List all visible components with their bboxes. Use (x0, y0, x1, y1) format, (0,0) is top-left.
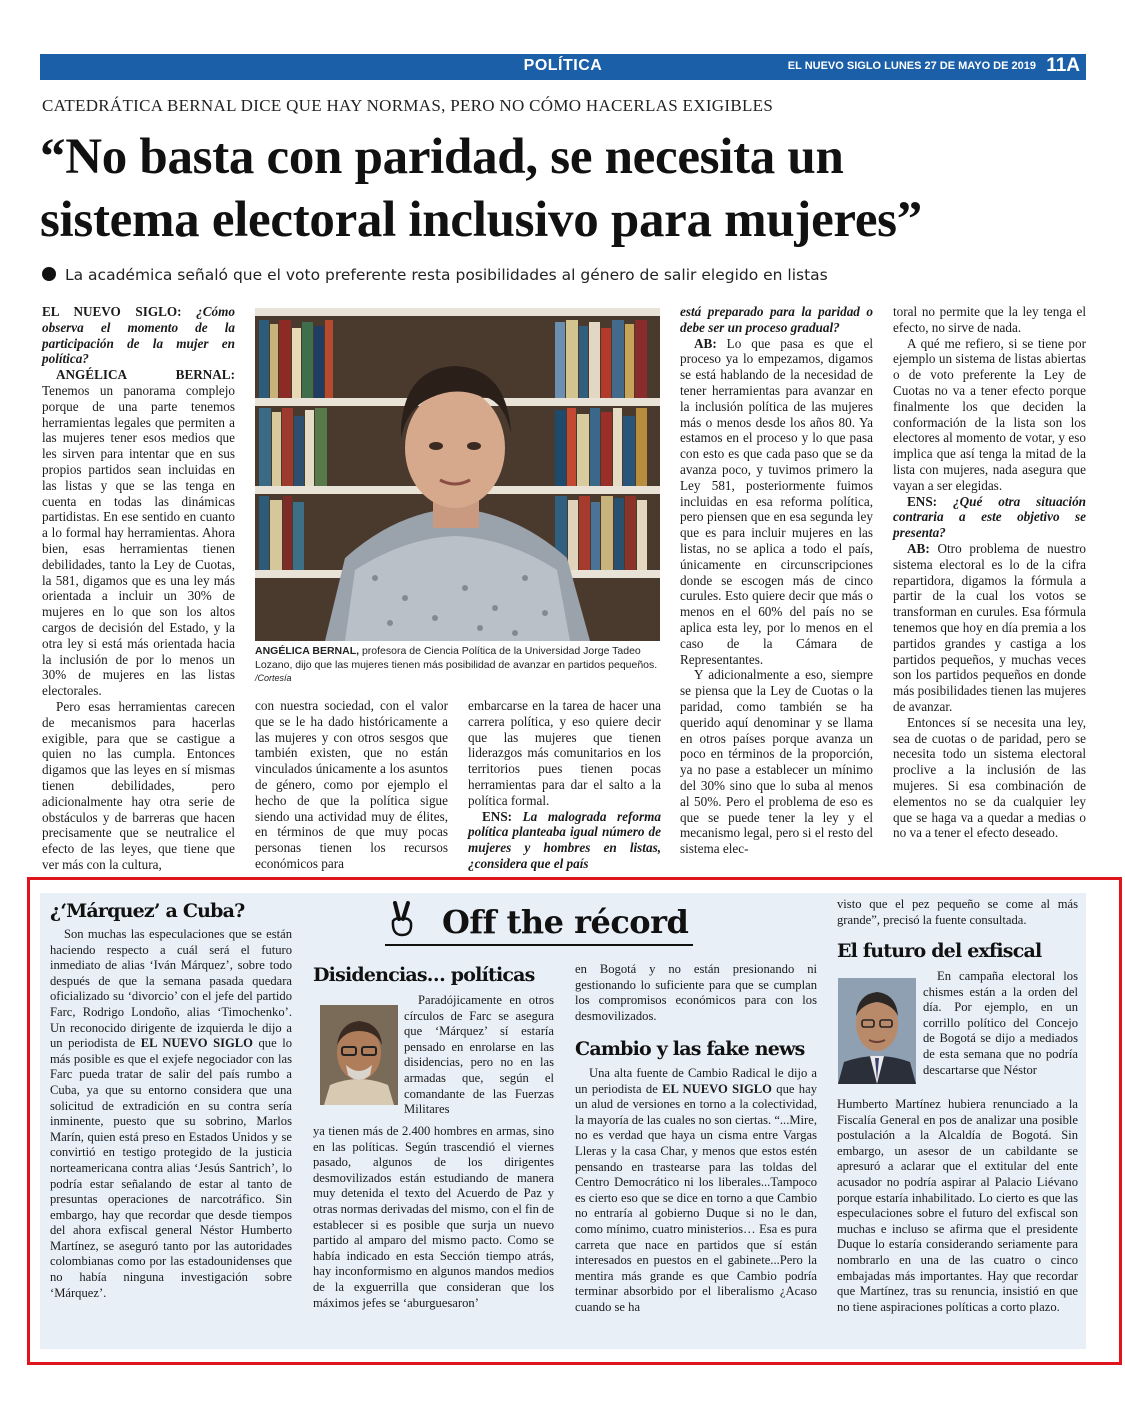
interview-question: EL NUEVO SIGLO: ¿Cómo observa el momento de la participación de la mujer en política? (42, 304, 235, 367)
paragraph: toral no permite que la ley tenga el efecto, no sirve de nada. (893, 304, 1086, 335)
photo-caption: ANGÉLICA BERNAL, profesora de Ciencia Política de la Universidad Jorge Tadeo Lozano, dijo que las mujeres tienen más posibilidad de avanzar en partidos pequeños. /Cortesía (255, 645, 658, 683)
brief-text: ya tienen más de 2.400 hombres en armas, sino en las políticas. Según trascendió el viernes pasado, algunos de los dirigentes desmovilizados están estudiando de manera muy detenida el texto del Acuerdo de Paz y otras normas derivadas del mismo, con el fin de establecer si es posible que surja un nuevo partido al amparo del mismo pacto. Como se había indicado en esta Sección tiempo atrás, hay inconformismo en algunos mandos medios de la exguerrilla que consideran que los máximos jefes se ‘aburguesaron’ (313, 1124, 554, 1310)
brief-text: en Bogotá y no están presionando ni gestionando lo suficiente para que se cumplan los compromisos económicos para con los desmovilizados. (575, 962, 817, 1023)
brief-heading: ¿‘Márquez’ a Cuba? (50, 900, 245, 922)
paragraph: A qué me refiero, si se tiene por ejemplo un sistema de listas abiertas o de voto preferente la Ley de Cuotas no va a tener efecto porque finalmente los que deciden la conformación de la lista son los electores al momento de votar, y eso implica que así tenga la mitad de la lista con mujeres, nada asegura que vayan a ser elegidas. (893, 335, 1086, 493)
section-header-bar (40, 54, 1086, 80)
paragraph: con nuestra sociedad, con el valor que se le ha dado históricamente a las mujeres y con otros sesgos que también existen, que no están vinculados únicamente a los asuntos de género, como por ejemplo el hecho de que la política sigue siendo una actividad muy de élites, en términos de que muy pocas personas tienen los recursos económicos para (255, 698, 448, 871)
section-name: POLÍTICA (523, 57, 603, 74)
newspaper-dateline: EL NUEVO SIGLO LUNES 27 DE MAYO DE 2019 (787, 60, 1036, 72)
paragraph: Entonces sí se necesita una ley, sea de cuotas o de paridad, pero se necesita todo un sistema electoral proclive a la inclusión de las mujeres. Si esa combinación de elementos no se da cualquier ley que se haga va a quedar a medias o no va a tener el efecto deseado. (893, 714, 1086, 841)
page-number: 11A (1046, 55, 1080, 76)
brief-text: Son muchas las especulaciones que se están haciendo respecto a cuál será el futuro inmediato de alias ‘Iván Márquez’, sobre todo después de que la semana pasada quedara oficializado su ‘divorcio’ con el jefe del partido Farc, Rodrigo Londoño, alias ‘Timochenko’. Un reconocido dirigente de izquierda le dijo a un periodista de EL NUEVO SIGLO que lo más posible es que el exjefe negociador con las Farc pueda tratar de salir del país rumbo a Cuba, ya que su entorno considera que una solicitud de extradición en su contra sería inminente, puesto que su sobrino, Marlos Marín, quien está preso en Estados Unidos y se convirtió en testigo protegido de la justicia norteamericana contra alias ‘Jesús Santrich’, lo podría estar señalando de estar al tanto de presuntas operaciones de narcotráfico. Sin embargo, hay que recordar que desde tiempos del ahora exfiscal general Néstor Humberto Martínez, se aseguró tanto por las autoridades colombianas como por las estadounidenses que no había ninguna investigación sobre ‘Márquez’. (50, 927, 292, 1300)
article-subhead: La académica señaló que el voto preferente resta posibilidades al género de salir elegido en listas (42, 266, 828, 284)
article-column-5 (893, 304, 1086, 841)
brief-text: En campaña electoral los chismes están a la orden del día. Por ejemplo, en un corrillo político del Concejo de Bogotá se dijo a mediados de esta semana que no podría descartarse que Néstor (923, 969, 1078, 1077)
brief-text: visto que el pez pequeño se come al más grande”, precisó la fuente consultada. (837, 897, 1078, 927)
bullet-icon (42, 267, 56, 281)
article-headline: “No basta con paridad, se necesita un sistema electoral inclusivo para mujeres” (40, 129, 922, 248)
article-kicker: CATEDRÁTICA BERNAL DICE QUE HAY NORMAS, PERO NO CÓMO HACERLAS EXIGIBLES (42, 96, 774, 115)
brief-text: Humberto Martínez hubiera renunciado a la Fiscalía General en pos de analizar una posible postulación a la Alcaldía de Bogotá. Sin embargo, un asesor de un cabildante se apresuró a aclarar que el extitular del ente acusador no podría aspirar al Palacio Liévano porque estaría inhabilitado. Lo cierto es que las especulaciones sobre el futuro del exfiscal son muchas e incluso se afirma que el presidente Duque lo estaría considerando seriamente para nombrarlo en una de las cuatro o cinco embajadas más importantes. Hay que recordar que Martínez, tras su renuncia, insistió en que no tiene aspiraciones políticas a corto plazo. (837, 1097, 1078, 1314)
article-column-4 (680, 304, 873, 857)
bookshelf-portrait-image (255, 308, 660, 641)
exfiscal-photo (838, 978, 916, 1084)
brief-heading: El futuro del exfiscal (837, 940, 1042, 962)
title-rule (385, 944, 693, 946)
interview-question: ENS: La malograda reforma política planteaba igual número de mujeres y hombres en listas, ¿considera que el país (468, 808, 661, 871)
brief-column-4b (923, 969, 1078, 1078)
interview-answer: AB: Otro problema de nuestro sistema electoral es lo de la cifra repartidora, digamos la fórmula a partir de la cual los votos se transforman en curules. Esa fórmula tenemos que hoy en día premia a los partidos grandes y castiga a los partidos pequeños, y muchas veces son los partidos pequeños en donde más posibilidades tienen las mujeres de avanzar. (893, 540, 1087, 714)
interview-question: ENS: ¿Qué otra situación contraria a este objetivo se presenta? (893, 493, 1087, 541)
interview-answer: AB: Lo que pasa es que el proceso ya lo empezamos, digamos se está hablando de la necesidad de tener herramientas para avanzar en la inclusión política de las mujeres más o menos desde los años 80. Ya estamos en el proceso y lo que pasa con esto es que cada paso que se da avanza poco, y tuvimos primero la Ley 581, posteriormente fuimos incluidas en esa reforma política, pero piensen que en esa segunda ley que es para incluir mujeres en las listas, no se aplica a todo el país, únicamente en circunscripciones donde se escogen más de cinco curules. Esto quiere decir que más o menos en el 60% del país no se aplica esta ley, por lo menos en el caso de la Cámara de Representantes. (680, 335, 873, 667)
portrait-thumbnail (320, 1005, 398, 1105)
marquez-photo (320, 1005, 398, 1105)
off-the-record-title: Off the récord (442, 903, 689, 941)
brief-column-4c (837, 1097, 1078, 1315)
article-column-2 (255, 698, 448, 872)
interview-question: está preparado para la paridad o debe ser un proceso gradual? (680, 304, 873, 335)
brief-column-4a (837, 897, 1078, 928)
portrait-thumbnail (838, 978, 916, 1084)
brief-column-2b (313, 1124, 554, 1311)
brief-heading: Cambio y las fake news (575, 1038, 805, 1060)
article-column-1 (42, 304, 235, 873)
article-column-3 (468, 698, 661, 872)
brief-column-3b (575, 1066, 817, 1316)
brief-column-1 (50, 927, 292, 1301)
interview-answer: ANGÉLICA BERNAL: Tenemos un panorama complejo porque de una parte tenemos herramientas legales que permiten a las mujeres tener esos medios que les sirven para intentar que en sus propios partidos sean incluidas en las listas y que se las tenga en cuenta en todas las dinámicas partidistas. En ese sentido en cuanto a lo formal hay herramientas. Ahora bien, esas herramientas tienen debilidades, tanto la Ley de Cuotas, la 581, digamos que es una ley más orientada a incluir un 30% de mujeres en lo que son los altos cargos de decisión del Estado, y la otra ley si está más orientada hacia la inclusión de por lo menos un 30% de mujeres en las listas electorales. (42, 367, 235, 699)
brief-column-3a (575, 962, 817, 1024)
paragraph: Pero esas herramientas carecen de mecanismos para hacerlas exigible, para que se castigue a quien no las cumpla. Entonces digamos que las leyes en sí mismas tienen debilidades, pero adicionalmente hay otra serie de obstáculos y de barreras que hacen precisamente que se neutralice el efecto de las leyes, que tiene que ver más con la cultura, (42, 698, 235, 872)
paragraph: embarcarse en la tarea de hacer una carrera política, y eso quiere decir que las mujeres que tienen liderazgos más comunitarios en los territorios pues tienen pocas herramientas para dar el salto a la política formal. (468, 698, 661, 808)
brief-heading: Disidencias… políticas (313, 964, 535, 986)
victory-hand-icon (388, 901, 416, 937)
brief-text: Paradójicamente en otros círculos de Farc se asegura que ‘Márquez’ sí estaría pensado en enrolarse en las disidencias, pero no en las armadas que, según el comandante de las Fuerzas Militares (404, 993, 554, 1117)
portrait-photo (255, 308, 660, 641)
paragraph: Y adicionalmente a eso, siempre se piensa que la Ley de Cuotas o la paridad, como también se ha querido aquí denominar y se llama en otros países porque avanza un poco en términos de la proporción, ya no pase a establecer un mínimo del 30% sino que lo suba al menos al 50%. Pero el problema de eso es que se puede tener la ley y el mecanismo legal, pero si el resto del sistema elec- (680, 667, 873, 857)
brief-text: Una alta fuente de Cambio Radical le dijo a un periodista de EL NUEVO SIGLO que hay un alud de versiones en torno a la colectividad, la mayoría de las cuales no son ciertas. “...Mire, no es verdad que haya un cisma entre Vargas Lleras y la casa Char, y menos que estos estén pensando en trastearse para las toldas del Centro Democrático ni los liberales...Tampoco es cierto eso que se dice en torno a que Cambio no entraría al gobierno Duque si no le dan, como mínimo, cuatro ministerios… Esa es pura carreta que nace en partidos que sí están interesados en puestos en el gabinete...Pero la mentira más grande es que Cambio podría terminar absorbido por el liberalismo ¿Acaso cuando se ha (575, 1066, 817, 1314)
brief-column-2a (404, 993, 554, 1118)
